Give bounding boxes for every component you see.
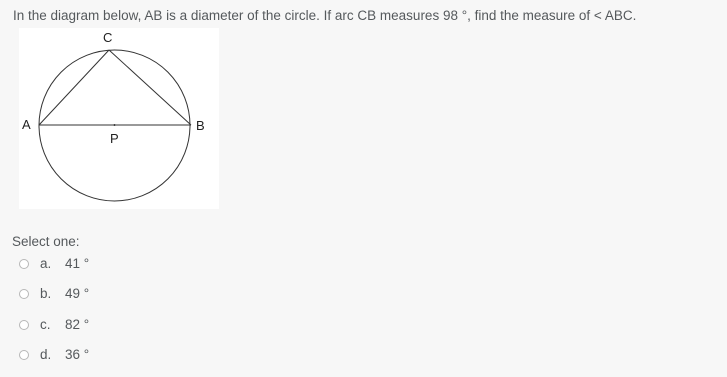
select-one-label: Select one:	[12, 234, 80, 249]
radio-button[interactable]	[19, 289, 29, 299]
option-letter: a.	[40, 256, 52, 271]
label-a: A	[22, 117, 31, 132]
label-p: P	[110, 131, 119, 146]
circle-diagram-svg	[19, 28, 219, 209]
radio-button[interactable]	[19, 350, 29, 360]
option-letter: b.	[40, 286, 52, 302]
label-b: B	[196, 118, 205, 133]
option-text: 82 °	[65, 316, 90, 332]
option-text: 36 °	[65, 346, 90, 362]
radio-button[interactable]	[19, 320, 29, 330]
option-letter: d.	[40, 346, 52, 362]
radio-button[interactable]	[19, 259, 29, 269]
option-a[interactable]	[19, 256, 89, 286]
option-d[interactable]	[19, 347, 89, 377]
option-c[interactable]	[19, 317, 89, 347]
question-text: In the diagram below, AB is a diameter of the circle. If arc CB measures 98 °, find the measure of < ABC.	[13, 8, 637, 23]
option-text: 49 °	[65, 286, 90, 302]
label-c: C	[103, 30, 113, 45]
answer-options	[19, 256, 89, 377]
center-point-p	[114, 124, 116, 126]
option-b[interactable]	[19, 286, 89, 316]
circle-diagram	[19, 28, 219, 209]
option-text: 41 °	[65, 256, 90, 271]
chord-cb	[109, 50, 191, 125]
option-letter: c.	[40, 316, 51, 332]
